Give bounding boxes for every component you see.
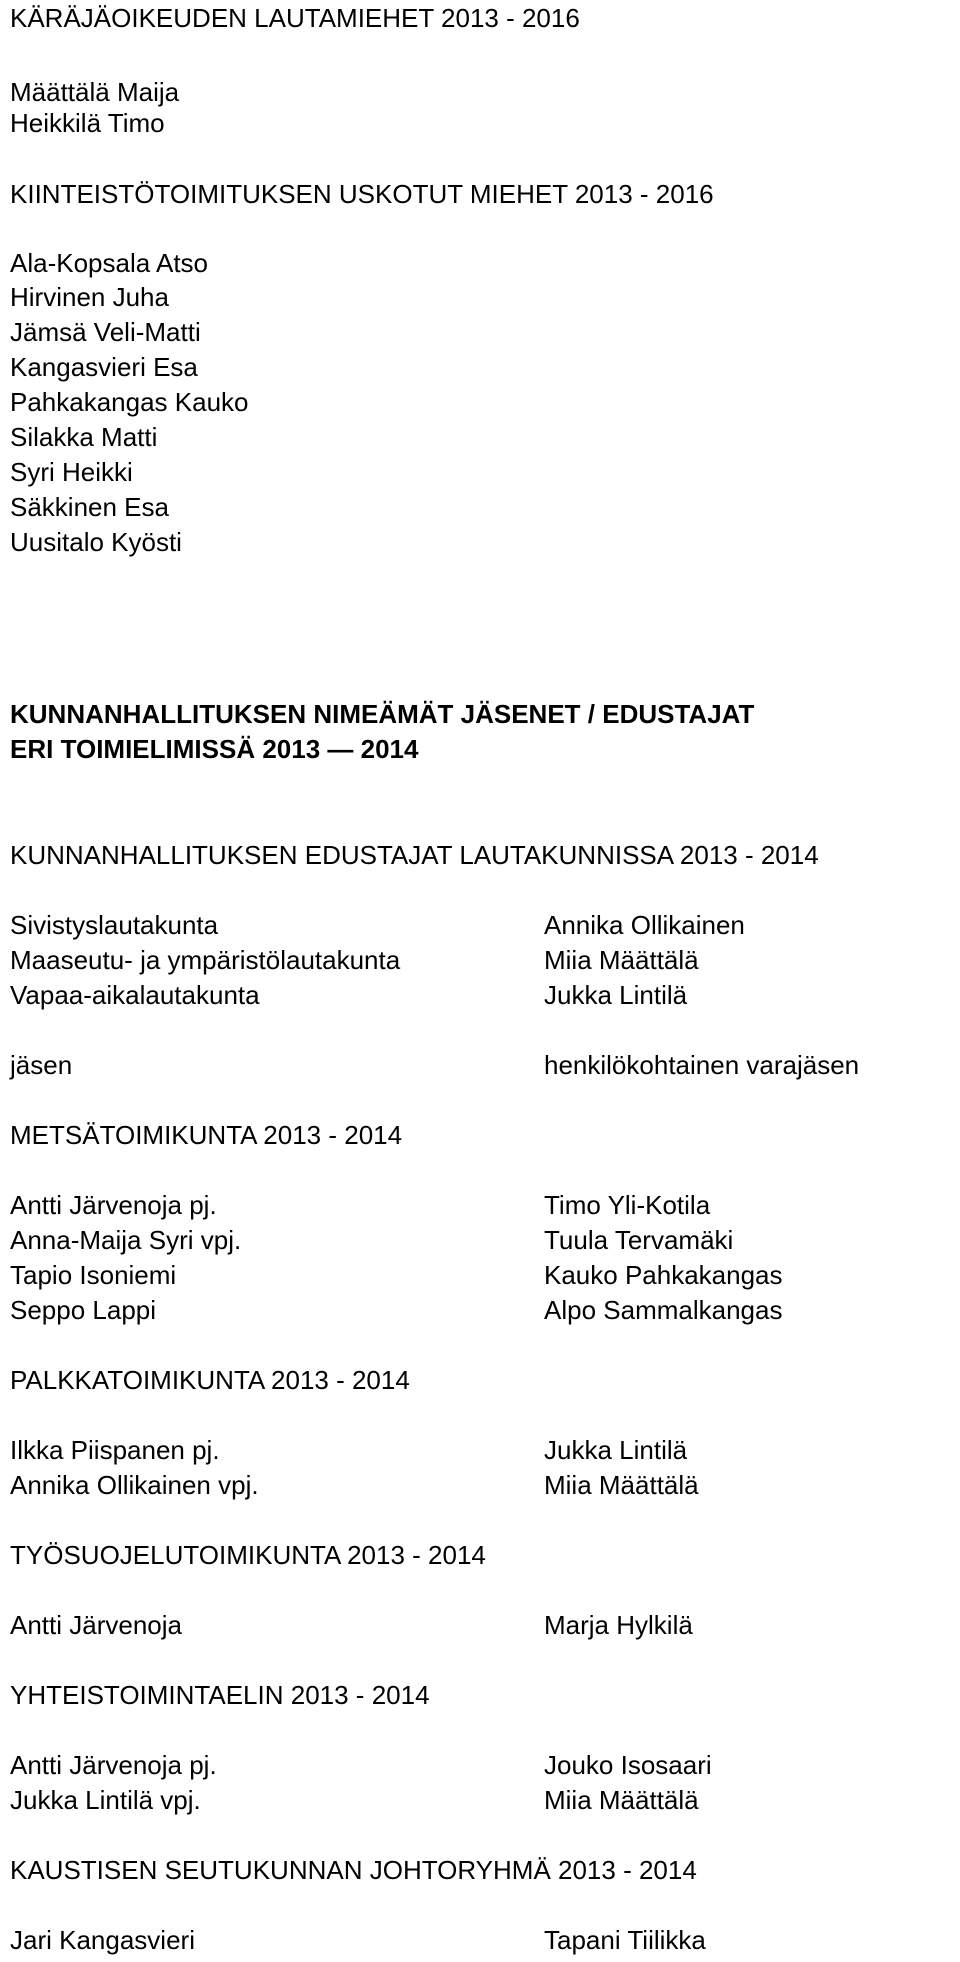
section-heading-palkkatoimikunta: PALKKATOIMIKUNTA 2013 - 2014: [10, 1365, 410, 1395]
section-heading-metsatoimikunta: METSÄTOIMIKUNTA 2013 - 2014: [10, 1120, 403, 1150]
section-heading-nimeamat-jasenet: KUNNANHALLITUKSEN NIMEÄMÄT JÄSENET / EDUSTAJAT: [10, 699, 755, 729]
representative-name: Jukka Lintilä: [544, 980, 688, 1010]
board-name: Vapaa-aikalautakunta: [10, 980, 260, 1010]
list-item: Säkkinen Esa: [10, 492, 169, 522]
list-item: Heikkilä Timo: [10, 108, 165, 138]
member-name: Annika Ollikainen vpj.: [10, 1470, 259, 1500]
deputy-name: Timo Yli-Kotila: [544, 1190, 711, 1220]
deputy-name: Tapani Tiilikka: [544, 1925, 706, 1955]
list-item: Uusitalo Kyösti: [10, 527, 182, 557]
member-name: Jari Kangasvieri: [10, 1925, 195, 1955]
section-heading-lautakunnat: KUNNANHALLITUKSEN EDUSTAJAT LAUTAKUNNISSA 2013 - 2014: [10, 840, 819, 870]
list-item: Jämsä Veli-Matti: [10, 317, 201, 347]
member-name: Tapio Isoniemi: [10, 1260, 177, 1290]
member-name: Antti Järvenoja: [10, 1610, 182, 1640]
deputy-name: Jukka Lintilä: [544, 1435, 688, 1465]
representative-name: Miia Määttälä: [544, 945, 699, 975]
member-name: Anna-Maija Syri vpj.: [10, 1225, 242, 1255]
deputy-name: Kauko Pahkakangas: [544, 1260, 783, 1290]
board-name: Sivistyslautakunta: [10, 910, 219, 940]
deputy-name: Alpo Sammalkangas: [544, 1295, 783, 1325]
list-item: Määttälä Maija: [10, 77, 180, 107]
deputy-name: Miia Määttälä: [544, 1470, 699, 1500]
member-name: Antti Järvenoja pj.: [10, 1190, 217, 1220]
role-label-member: jäsen: [10, 1050, 73, 1080]
member-name: Jukka Lintilä vpj.: [10, 1785, 201, 1815]
section-heading-karajaoikeus: KÄRÄJÄOIKEUDEN LAUTAMIEHET 2013 - 2016: [10, 3, 580, 33]
deputy-name: Tuula Tervamäki: [544, 1225, 734, 1255]
list-item: Syri Heikki: [10, 457, 133, 487]
list-item: Pahkakangas Kauko: [10, 387, 249, 417]
representative-name: Annika Ollikainen: [544, 910, 745, 940]
member-name: Seppo Lappi: [10, 1295, 157, 1325]
list-item: Ala-Kopsala Atso: [10, 248, 209, 278]
section-heading-kiinteistotoimitus: KIINTEISTÖTOIMITUKSEN USKOTUT MIEHET 2013 - 2016: [10, 179, 714, 209]
section-heading-tyosuojelutoimikunta: TYÖSUOJELUTOIMIKUNTA 2013 - 2014: [10, 1540, 486, 1570]
member-name: Antti Järvenoja pj.: [10, 1750, 217, 1780]
board-name: Maaseutu- ja ympäristölautakunta: [10, 945, 401, 975]
section-heading-johtoryhma: KAUSTISEN SEUTUKUNNAN JOHTORYHMÄ 2013 - 2014: [10, 1855, 697, 1885]
deputy-name: Jouko Isosaari: [544, 1750, 712, 1780]
list-item: Hirvinen Juha: [10, 282, 169, 312]
list-item: Silakka Matti: [10, 422, 158, 452]
role-label-deputy: henkilökohtainen varajäsen: [544, 1050, 860, 1080]
deputy-name: Miia Määttälä: [544, 1785, 699, 1815]
section-heading-yhteistoimintaelin: YHTEISTOIMINTAELIN 2013 - 2014: [10, 1680, 430, 1710]
member-name: Ilkka Piispanen pj.: [10, 1435, 220, 1465]
deputy-name: Marja Hylkilä: [544, 1610, 693, 1640]
section-heading-toimielimet: ERI TOIMIELIMISSÄ 2013 — 2014: [10, 734, 419, 764]
list-item: Kangasvieri Esa: [10, 352, 198, 382]
